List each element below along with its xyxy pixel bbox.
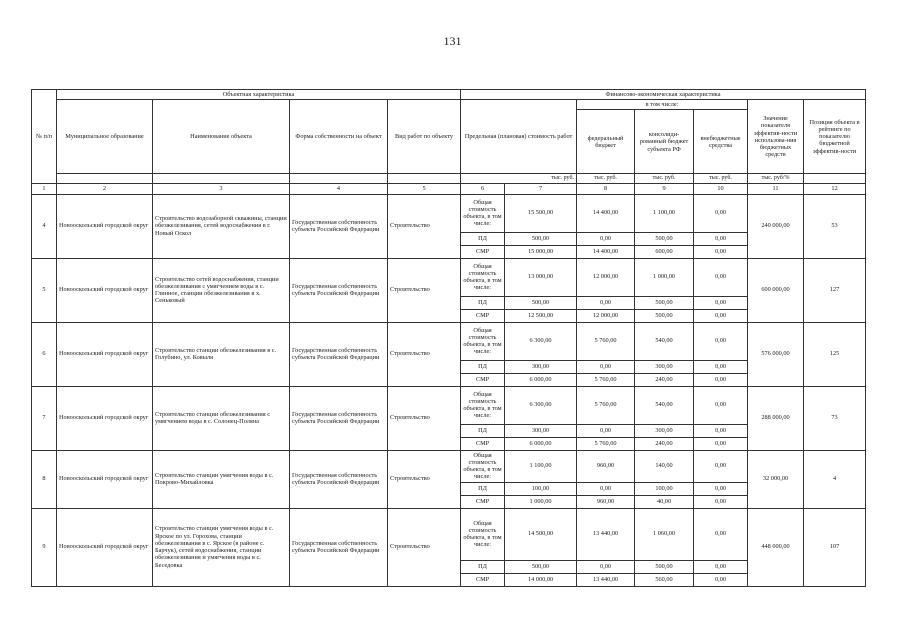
row-smr-consolidated: 500,00 <box>635 309 694 322</box>
row-total-consolidated: 1 100,00 <box>635 194 694 232</box>
row-total-cost: 14 500,00 <box>505 508 577 560</box>
row-efficiency: 240 000,00 <box>748 194 804 258</box>
row-total-consolidated: 540,00 <box>635 322 694 360</box>
unit-federal: тыс. руб. <box>577 174 635 184</box>
row-pd-offbudget: 0,00 <box>694 424 748 437</box>
row-work-type: Строительство <box>388 258 461 322</box>
row-pd-consolidated: 500,00 <box>635 296 694 309</box>
row-rank: 107 <box>804 508 866 586</box>
row-smr-label: СМР <box>461 373 505 386</box>
row-total-cost: 13 000,00 <box>505 258 577 296</box>
row-pd-label: ПД <box>461 482 505 495</box>
row-total-federal: 5 760,00 <box>577 386 635 424</box>
table-row <box>32 450 866 482</box>
row-object-name: Строительство станции умягчения воды в с. Ярское по ул. Горохова, станции обезжелезивания в с. Ярское (в районе с. Барчук), сетей водоснабжения, станции обезжелезивания и умягчения воды в с. Беседовка <box>153 508 290 586</box>
row-pd-cost: 300,00 <box>505 424 577 437</box>
row-object-name: Строительство станции обезжелезивания в с. Голубино, ул. Ковыля <box>153 322 290 386</box>
row-pd-federal: 0,00 <box>577 424 635 437</box>
row-total-consolidated: 140,00 <box>635 450 694 482</box>
row-total-label: Общая стоимость объекта, в том числе: <box>461 194 505 232</box>
header-consolidated: консолиди-рованный бюджет субъекта РФ <box>635 110 694 174</box>
header-num: № п/п <box>32 90 57 184</box>
col-number: 7 <box>505 184 577 194</box>
row-work-type: Строительство <box>388 322 461 386</box>
col-number: 11 <box>748 184 804 194</box>
row-municipal: Новооскольский городской округ <box>57 194 153 258</box>
header-rank: Позиция объекта в рейтинге по показателю бюджетной эффектив-ности <box>804 100 866 174</box>
header-finance-group: Финансово-экономическая характеристика <box>461 90 866 100</box>
row-smr-label: СМР <box>461 245 505 258</box>
row-pd-offbudget: 0,00 <box>694 296 748 309</box>
table-row <box>32 322 866 360</box>
header-max-cost: Предельная (плановая) стоимость работ <box>461 100 577 174</box>
row-smr-consolidated: 560,00 <box>635 573 694 586</box>
row-efficiency: 448 000,00 <box>748 508 804 586</box>
col-number: 3 <box>153 184 290 194</box>
row-pd-consolidated: 300,00 <box>635 424 694 437</box>
row-smr-offbudget: 0,00 <box>694 309 748 322</box>
financial-table <box>31 89 866 587</box>
row-total-federal: 960,00 <box>577 450 635 482</box>
row-pd-federal: 0,00 <box>577 232 635 245</box>
row-pd-offbudget: 0,00 <box>694 560 748 573</box>
unit-consolidated: тыс. руб. <box>635 174 694 184</box>
row-work-type: Строительство <box>388 194 461 258</box>
row-work-type: Строительство <box>388 450 461 508</box>
row-total-offbudget: 0,00 <box>694 386 748 424</box>
row-work-type: Строительство <box>388 508 461 586</box>
col-number: 2 <box>57 184 153 194</box>
row-smr-offbudget: 0,00 <box>694 437 748 450</box>
row-smr-federal: 5 760,00 <box>577 373 635 386</box>
table-row <box>32 386 866 424</box>
col-number: 9 <box>635 184 694 194</box>
header-ownership: Форма собственности на объект <box>290 100 388 174</box>
row-smr-cost: 14 000,00 <box>505 573 577 586</box>
row-rank: 125 <box>804 322 866 386</box>
row-municipal: Новооскольский городской округ <box>57 508 153 586</box>
header-municipal: Муниципальное образование <box>57 100 153 174</box>
row-total-offbudget: 0,00 <box>694 258 748 296</box>
row-rank: 73 <box>804 386 866 450</box>
row-smr-offbudget: 0,00 <box>694 495 748 508</box>
col-number: 5 <box>388 184 461 194</box>
row-smr-federal: 14 400,00 <box>577 245 635 258</box>
row-smr-consolidated: 240,00 <box>635 437 694 450</box>
table-row <box>32 194 866 232</box>
row-pd-cost: 500,00 <box>505 560 577 573</box>
row-total-label: Общая стоимость объекта, в том числе: <box>461 258 505 296</box>
row-smr-offbudget: 0,00 <box>694 245 748 258</box>
row-pd-consolidated: 100,00 <box>635 482 694 495</box>
row-pd-label: ПД <box>461 360 505 373</box>
row-total-consolidated: 1 060,00 <box>635 508 694 560</box>
row-pd-label: ПД <box>461 560 505 573</box>
row-total-cost: 15 500,00 <box>505 194 577 232</box>
row-pd-cost: 500,00 <box>505 296 577 309</box>
table-row <box>32 258 866 296</box>
row-ownership: Государственная собственность субъекта Российской Федерации <box>290 194 388 258</box>
table-row <box>32 508 866 560</box>
row-smr-consolidated: 600,00 <box>635 245 694 258</box>
row-object-name: Строительство водозаборной скважины, станции обезжелезивания, сетей водоснабжения в г. Новый Оскол <box>153 194 290 258</box>
row-total-label: Общая стоимость объекта, в том числе: <box>461 508 505 560</box>
row-efficiency: 600 000,00 <box>748 258 804 322</box>
row-smr-offbudget: 0,00 <box>694 373 748 386</box>
row-total-cost: 6 300,00 <box>505 322 577 360</box>
row-municipal: Новооскольский городской округ <box>57 386 153 450</box>
row-number: 9 <box>32 508 57 586</box>
row-smr-label: СМР <box>461 573 505 586</box>
row-object-name: Строительство станции обезжелезивания с умягчением воды в с. Солонец-Поляна <box>153 386 290 450</box>
row-pd-offbudget: 0,00 <box>694 482 748 495</box>
header-offbudget: внебюджетные средства <box>694 110 748 174</box>
row-pd-federal: 0,00 <box>577 560 635 573</box>
header-including: в том числе: <box>577 100 748 110</box>
row-total-cost: 6 300,00 <box>505 386 577 424</box>
row-total-federal: 5 760,00 <box>577 322 635 360</box>
col-number: 10 <box>694 184 748 194</box>
row-ownership: Государственная собственность субъекта Российской Федерации <box>290 450 388 508</box>
row-number: 5 <box>32 258 57 322</box>
row-number: 8 <box>32 450 57 508</box>
row-total-offbudget: 0,00 <box>694 322 748 360</box>
row-total-label: Общая стоимость объекта, в том числе: <box>461 322 505 360</box>
col-number: 4 <box>290 184 388 194</box>
row-pd-consolidated: 500,00 <box>635 560 694 573</box>
header-object-group: Объектная характеристика <box>57 90 461 100</box>
row-total-federal: 14 400,00 <box>577 194 635 232</box>
row-total-label: Общая стоимость объекта, в том числе: <box>461 386 505 424</box>
row-efficiency: 288 000,00 <box>748 386 804 450</box>
row-object-name: Строительство сетей водоснабжения, станции обезжелезивания с умягчением воды в с. Глинное, станции обезжелезивания в х. Сеньковый <box>153 258 290 322</box>
row-object-name: Строительство станции умягчения воды в с. Покрово-Михайловка <box>153 450 290 508</box>
row-municipal: Новооскольский городской округ <box>57 450 153 508</box>
row-ownership: Государственная собственность субъекта Российской Федерации <box>290 508 388 586</box>
header-object-name: Наименование объекта <box>153 100 290 174</box>
row-smr-cost: 1 000,00 <box>505 495 577 508</box>
row-smr-federal: 5 760,00 <box>577 437 635 450</box>
row-smr-cost: 6 000,00 <box>505 373 577 386</box>
row-smr-federal: 960,00 <box>577 495 635 508</box>
row-smr-federal: 12 000,00 <box>577 309 635 322</box>
row-ownership: Государственная собственность субъекта Российской Федерации <box>290 386 388 450</box>
row-total-label: Общая стоимость объекта, в том числе: <box>461 450 505 482</box>
row-rank: 4 <box>804 450 866 508</box>
row-ownership: Государственная собственность субъекта Российской Федерации <box>290 258 388 322</box>
row-smr-label: СМР <box>461 437 505 450</box>
row-pd-federal: 0,00 <box>577 296 635 309</box>
row-total-offbudget: 0,00 <box>694 450 748 482</box>
row-total-federal: 12 000,00 <box>577 258 635 296</box>
row-total-federal: 13 440,00 <box>577 508 635 560</box>
row-pd-label: ПД <box>461 232 505 245</box>
row-smr-consolidated: 240,00 <box>635 373 694 386</box>
col-number: 8 <box>577 184 635 194</box>
header-efficiency: Значение показателя эффектив-ности использова-ния бюджетных средств <box>748 100 804 174</box>
page-number: 131 <box>443 34 462 48</box>
unit-efficiency: тыс. руб/% <box>748 174 804 184</box>
row-number: 4 <box>32 194 57 258</box>
row-pd-federal: 0,00 <box>577 360 635 373</box>
row-pd-cost: 300,00 <box>505 360 577 373</box>
row-number: 7 <box>32 386 57 450</box>
row-smr-label: СМР <box>461 495 505 508</box>
row-total-cost: 1 100,00 <box>505 450 577 482</box>
row-municipal: Новооскольский городской округ <box>57 258 153 322</box>
row-total-offbudget: 0,00 <box>694 508 748 560</box>
row-total-consolidated: 540,00 <box>635 386 694 424</box>
row-efficiency: 576 000,00 <box>748 322 804 386</box>
row-pd-label: ПД <box>461 296 505 309</box>
row-smr-consolidated: 40,00 <box>635 495 694 508</box>
row-municipal: Новооскольский городской округ <box>57 322 153 386</box>
row-pd-cost: 100,00 <box>505 482 577 495</box>
row-rank: 127 <box>804 258 866 322</box>
unit-offbudget: тыс. руб. <box>694 174 748 184</box>
row-smr-label: СМР <box>461 309 505 322</box>
row-ownership: Государственная собственность субъекта Российской Федерации <box>290 322 388 386</box>
header-work-type: Вид работ по объекту <box>388 100 461 174</box>
row-pd-label: ПД <box>461 424 505 437</box>
header-federal: федеральный бюджет <box>577 110 635 174</box>
row-pd-offbudget: 0,00 <box>694 360 748 373</box>
row-total-offbudget: 0,00 <box>694 194 748 232</box>
row-efficiency: 32 000,00 <box>748 450 804 508</box>
unit-cost: тыс. руб. <box>461 174 577 184</box>
row-smr-federal: 13 440,00 <box>577 573 635 586</box>
row-pd-cost: 500,00 <box>505 232 577 245</box>
col-number: 12 <box>804 184 866 194</box>
row-total-consolidated: 1 000,00 <box>635 258 694 296</box>
col-number: 1 <box>32 184 57 194</box>
row-smr-cost: 12 500,00 <box>505 309 577 322</box>
row-pd-consolidated: 500,00 <box>635 232 694 245</box>
row-work-type: Строительство <box>388 386 461 450</box>
row-number: 6 <box>32 322 57 386</box>
row-pd-consolidated: 300,00 <box>635 360 694 373</box>
col-number: 6 <box>461 184 505 194</box>
row-rank: 53 <box>804 194 866 258</box>
row-smr-cost: 6 000,00 <box>505 437 577 450</box>
row-smr-cost: 15 000,00 <box>505 245 577 258</box>
row-pd-offbudget: 0,00 <box>694 232 748 245</box>
row-smr-offbudget: 0,00 <box>694 573 748 586</box>
row-pd-federal: 0,00 <box>577 482 635 495</box>
